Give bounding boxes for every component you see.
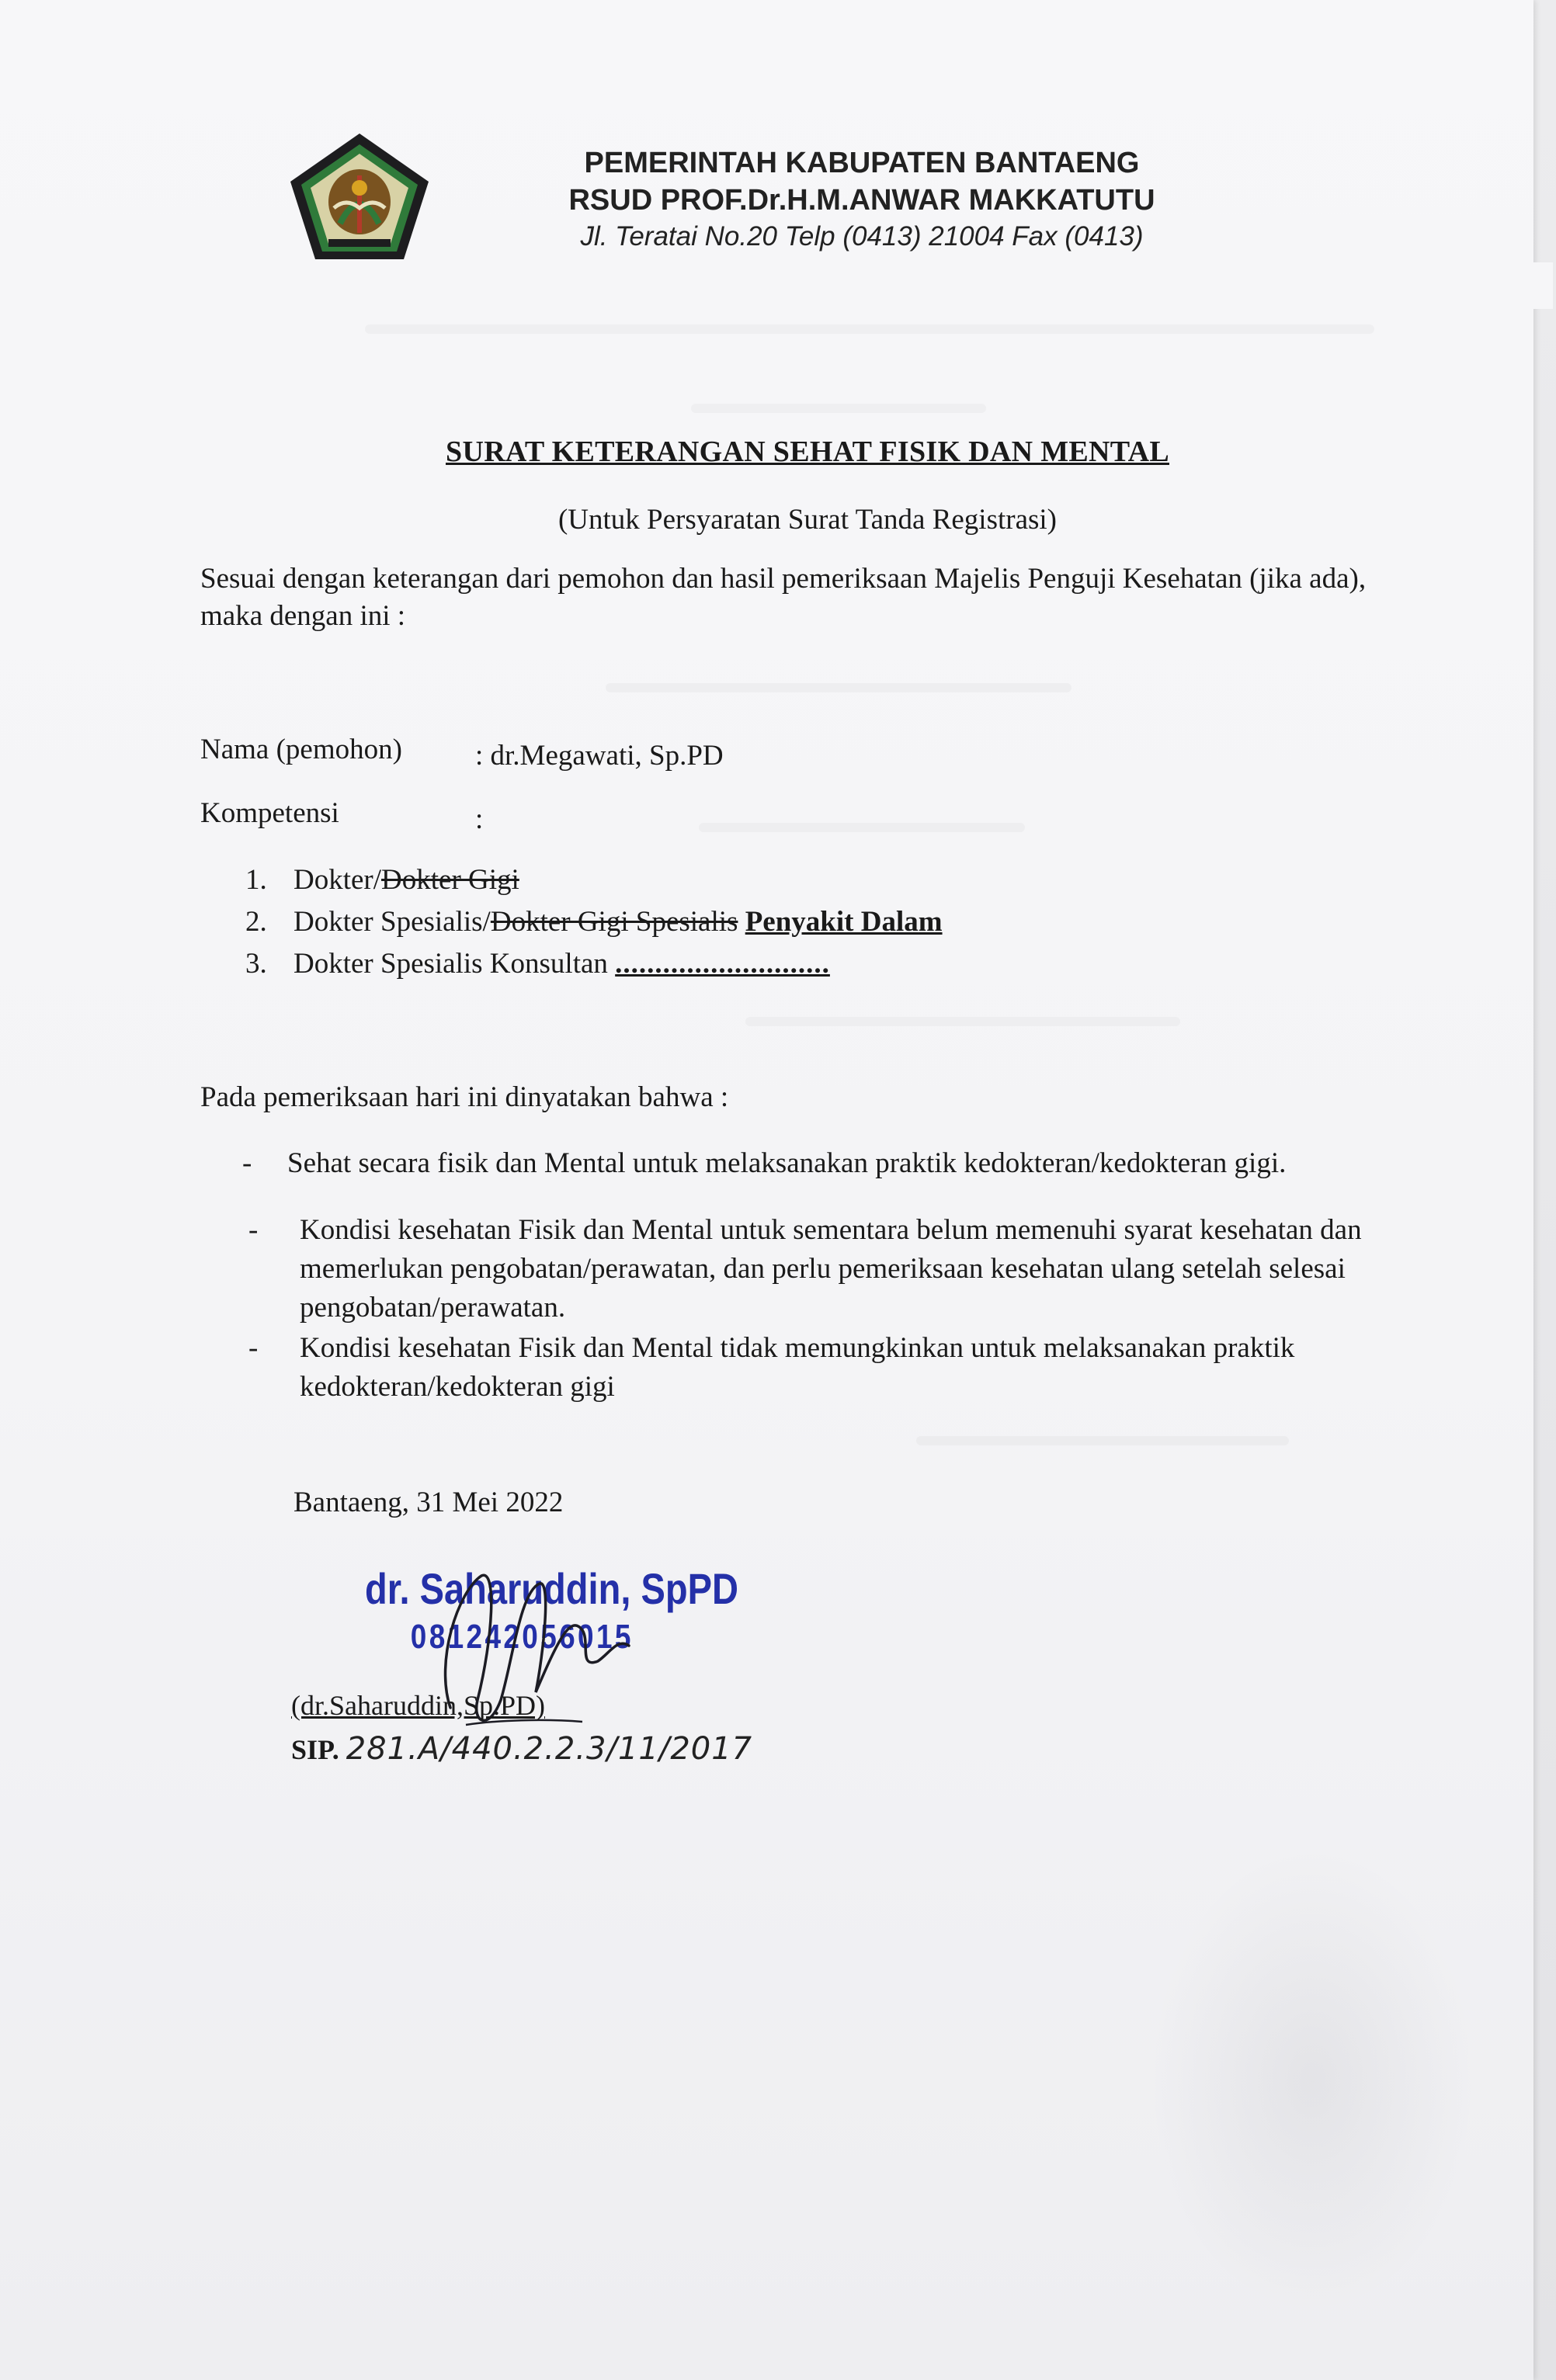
list-number: 2.: [245, 906, 267, 938]
document-title: SURAT KETERANGAN SEHAT FISIK DAN MENTAL: [446, 435, 1169, 468]
spacer-text: [738, 906, 745, 938]
list-number: 3.: [245, 948, 267, 980]
competence-text: Dokter Spesialis Konsultan: [293, 948, 616, 980]
sip-number: [291, 1731, 752, 1767]
photo-shadow: [1149, 1847, 1475, 2313]
dash-bullet: -: [242, 1147, 252, 1179]
statement-item: [242, 1144, 1399, 1183]
intro-paragraph: Sesuai dengan keterangan dari pemohon dan hasil pemeriksaan Majelis Penguji Kesehatan (jika ada), maka dengan ini :: [200, 563, 1367, 632]
competence-label: Kompetensi: [200, 797, 339, 829]
letterhead-address: Jl. Teratai No.20 Telp (0413) 21004 Fax (0413): [580, 221, 1144, 252]
competence-item: [245, 947, 830, 980]
statement-item: [248, 1329, 1405, 1407]
show-through-line: [365, 324, 1374, 334]
blank-fill: ...........................: [615, 948, 830, 980]
show-through-line: [691, 404, 986, 413]
competence-item: [245, 863, 519, 897]
specialty-fill: Penyakit Dalam: [745, 906, 943, 938]
place-and-date: Bantaeng, 31 Mei 2022: [293, 1487, 564, 1518]
dash-bullet: -: [248, 1332, 259, 1364]
statement-text: Kondisi kesehatan Fisik dan Mental tidak memungkinkan untuk melaksanakan praktik kedokteran/kedokteran gigi: [300, 1332, 1295, 1403]
letterhead-government: PEMERINTAH KABUPATEN BANTAENG: [584, 147, 1140, 179]
statement-text: Kondisi kesehatan Fisik dan Mental untuk sementara belum memenuhi syarat kesehatan dan memerlukan pengobatan/perawatan, dan perlu pemeriksaan kesehatan ulang setelah selesai pengobatan/perawatan.: [300, 1214, 1362, 1324]
list-number: 1.: [245, 864, 267, 896]
document-subtitle: (Untuk Persyaratan Surat Tanda Registrasi): [557, 504, 1057, 536]
sip-value: 281.A/440.2.2.3/11/2017: [346, 1731, 753, 1767]
signer-name: (dr.Saharuddin,Sp.PD): [291, 1690, 545, 1721]
stamp-phone: 081242056015: [410, 1618, 634, 1656]
applicant-name-value: : dr.Megawati, Sp.PD: [475, 740, 724, 772]
show-through-line: [606, 683, 1071, 692]
struck-text: Dokter Gigi Spesialis: [490, 906, 738, 938]
show-through-line: [699, 823, 1025, 832]
competence-text: Dokter/: [293, 864, 382, 896]
letterhead: [466, 144, 1258, 255]
statements-intro: Pada pemeriksaan hari ini dinyatakan bahwa :: [200, 1081, 729, 1113]
statement-item: [248, 1211, 1405, 1327]
overlapping-sheet-edge: [466, 262, 1553, 309]
dash-bullet: -: [248, 1214, 259, 1246]
statement-text: Sehat secara fisik dan Mental untuk melaksanakan praktik kedokteran/kedokteran gigi.: [287, 1147, 1287, 1179]
struck-text: Dokter Gigi: [381, 864, 519, 896]
letterhead-hospital: RSUD PROF.Dr.H.M.ANWAR MAKKATUTU: [568, 184, 1155, 217]
competence-colon: :: [475, 803, 484, 835]
competence-item: [245, 905, 943, 938]
show-through-line: [916, 1436, 1289, 1445]
competence-text: Dokter Spesialis/: [293, 906, 491, 938]
sip-label: SIP.: [291, 1734, 339, 1765]
show-through-line: [745, 1017, 1180, 1026]
stamp-name: dr. Saharuddin, SpPD: [365, 1564, 738, 1613]
regency-emblem-icon: [286, 130, 433, 262]
applicant-name-label: Nama (pemohon): [200, 734, 402, 765]
